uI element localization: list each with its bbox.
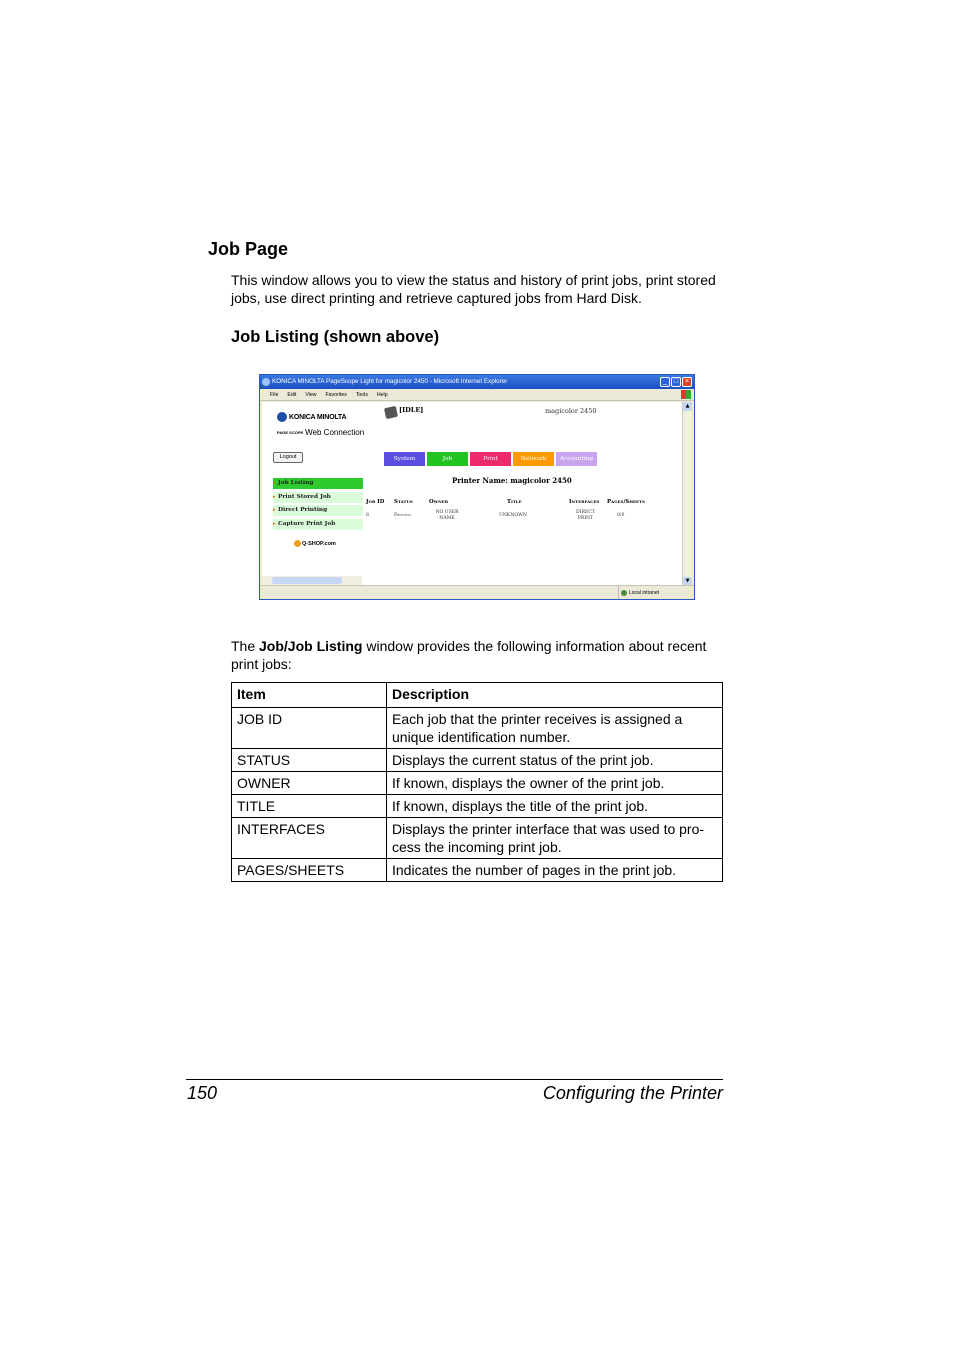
printer-model: magicolor 2450 bbox=[545, 407, 597, 415]
cell-description: Each job that the printer receives is assigned a unique identification number. bbox=[387, 708, 723, 749]
printer-status: [IDLE] bbox=[399, 406, 424, 414]
menu-bar bbox=[260, 389, 694, 401]
tab-accounting[interactable]: Accounting bbox=[556, 452, 597, 466]
cell-pages: 0/0 bbox=[617, 513, 625, 518]
tab-bar bbox=[384, 452, 597, 466]
cell-description: If known, displays the title of the print job. bbox=[387, 795, 723, 818]
pagescope-badge: PAGE SCOPE bbox=[277, 429, 304, 435]
brand-logo: KONICA MINOLTA bbox=[277, 412, 346, 422]
cell-item: INTERFACES bbox=[232, 818, 387, 859]
side-menu bbox=[273, 478, 363, 532]
cell-item: JOB ID bbox=[232, 708, 387, 749]
side-menu-job-listing[interactable]: ▸ Job Listing bbox=[273, 478, 363, 489]
menu-tools[interactable]: Tools bbox=[355, 392, 368, 398]
cell-item: PAGES/SHEETS bbox=[232, 859, 387, 882]
col-title: Title bbox=[507, 499, 522, 505]
qshop-link[interactable]: Q-SHOP.com bbox=[294, 540, 336, 547]
status-bar bbox=[260, 585, 694, 599]
cell-description: Indicates the number of pages in the print job. bbox=[387, 859, 723, 882]
tab-job[interactable]: Job bbox=[427, 452, 468, 466]
page-content bbox=[262, 402, 683, 586]
menu-view[interactable]: View bbox=[305, 392, 317, 398]
table-row bbox=[232, 749, 723, 772]
job-info-table bbox=[231, 682, 723, 882]
cell-description: Displays the current status of the print job. bbox=[387, 749, 723, 772]
menu-file[interactable]: File bbox=[270, 392, 279, 398]
zone-indicator: Local intranet bbox=[618, 586, 678, 600]
minimize-icon[interactable]: _ bbox=[660, 377, 670, 387]
maximize-icon[interactable]: □ bbox=[671, 377, 681, 387]
cell-interfaces: DIRECT PRINT bbox=[576, 510, 595, 521]
close-icon[interactable]: × bbox=[682, 377, 692, 387]
ie-icon bbox=[262, 378, 270, 386]
col-owner: Owner bbox=[429, 499, 449, 505]
cell-status: Printing bbox=[394, 513, 412, 518]
subsection-heading: Job Listing (shown above) bbox=[231, 328, 440, 346]
printer-icon bbox=[384, 406, 398, 419]
col-job-id: Job ID bbox=[366, 499, 385, 505]
table-row bbox=[232, 795, 723, 818]
logout-button[interactable]: Logout bbox=[273, 452, 303, 463]
browser-screenshot bbox=[259, 374, 695, 600]
scroll-down-icon[interactable]: ▼ bbox=[683, 577, 692, 586]
cell-item: TITLE bbox=[232, 795, 387, 818]
cell-description: Displays the printer interface that was used to pro-cess the incoming print job. bbox=[387, 818, 723, 859]
col-interfaces: Interfaces bbox=[569, 499, 600, 505]
cell-item: OWNER bbox=[232, 772, 387, 795]
table-row bbox=[232, 818, 723, 859]
table-row bbox=[232, 772, 723, 795]
qshop-icon bbox=[294, 540, 301, 547]
menu-help[interactable]: Help bbox=[376, 392, 388, 398]
table-header-row bbox=[232, 683, 723, 708]
cell-item: STATUS bbox=[232, 749, 387, 772]
table-intro-paragraph: The Job/Job Listing window provides the following information about recent print jobs: bbox=[231, 638, 707, 672]
tab-print[interactable]: Print bbox=[470, 452, 511, 466]
window-title: KONICA MINOLTA PageScope Light for magicolor 2450 - Microsoft Internet Explorer bbox=[272, 378, 508, 385]
intro-paragraph: This window allows you to view the status and history of print jobs, print stored jobs, use direct printing and retrieve captured jobs from Hard Disk. bbox=[231, 272, 716, 306]
cell-owner: NO USER NAME bbox=[435, 510, 459, 521]
table-row bbox=[232, 859, 723, 882]
col-pages-sheets: Pages/Sheets bbox=[607, 499, 645, 505]
cell-job-id: 8 bbox=[366, 513, 369, 518]
col-status: Status bbox=[394, 499, 413, 505]
vertical-scrollbar[interactable] bbox=[682, 402, 692, 586]
printer-name: Printer Name: magicolor 2450 bbox=[452, 476, 572, 485]
side-menu-print-stored-job[interactable]: ▸ Print Stored Job bbox=[273, 492, 363, 503]
menu-favorites[interactable]: Favorites bbox=[325, 392, 347, 398]
cell-title: UNKNOWN bbox=[499, 513, 527, 518]
scroll-up-icon[interactable]: ▲ bbox=[683, 402, 692, 411]
scroll-thumb[interactable] bbox=[272, 577, 342, 584]
window-titlebar bbox=[260, 375, 694, 389]
table-row bbox=[232, 708, 723, 749]
windows-logo-icon bbox=[681, 390, 691, 399]
side-menu-direct-printing[interactable]: ▸ Direct Printing bbox=[273, 505, 363, 516]
page-number: 150 bbox=[187, 1083, 218, 1103]
header-item: Item bbox=[232, 683, 387, 708]
menu-edit[interactable]: Edit bbox=[287, 392, 297, 398]
web-connection-logo: PAGE SCOPE Web Connection bbox=[277, 428, 365, 437]
horizontal-scrollbar[interactable] bbox=[262, 576, 362, 585]
tab-system[interactable]: System bbox=[384, 452, 425, 466]
section-heading: Job Page bbox=[208, 239, 289, 259]
cell-description: If known, displays the owner of the print job. bbox=[387, 772, 723, 795]
header-description: Description bbox=[387, 683, 723, 708]
side-menu-capture-print-job[interactable]: ▸ Capture Print Job bbox=[273, 519, 363, 530]
footer-rule bbox=[186, 1079, 723, 1080]
chapter-title: Configuring the Printer bbox=[542, 1083, 723, 1103]
job-listing-term: Job/Job Listing bbox=[259, 638, 363, 654]
globe-icon bbox=[277, 412, 287, 422]
tab-network[interactable]: Network bbox=[513, 452, 554, 466]
